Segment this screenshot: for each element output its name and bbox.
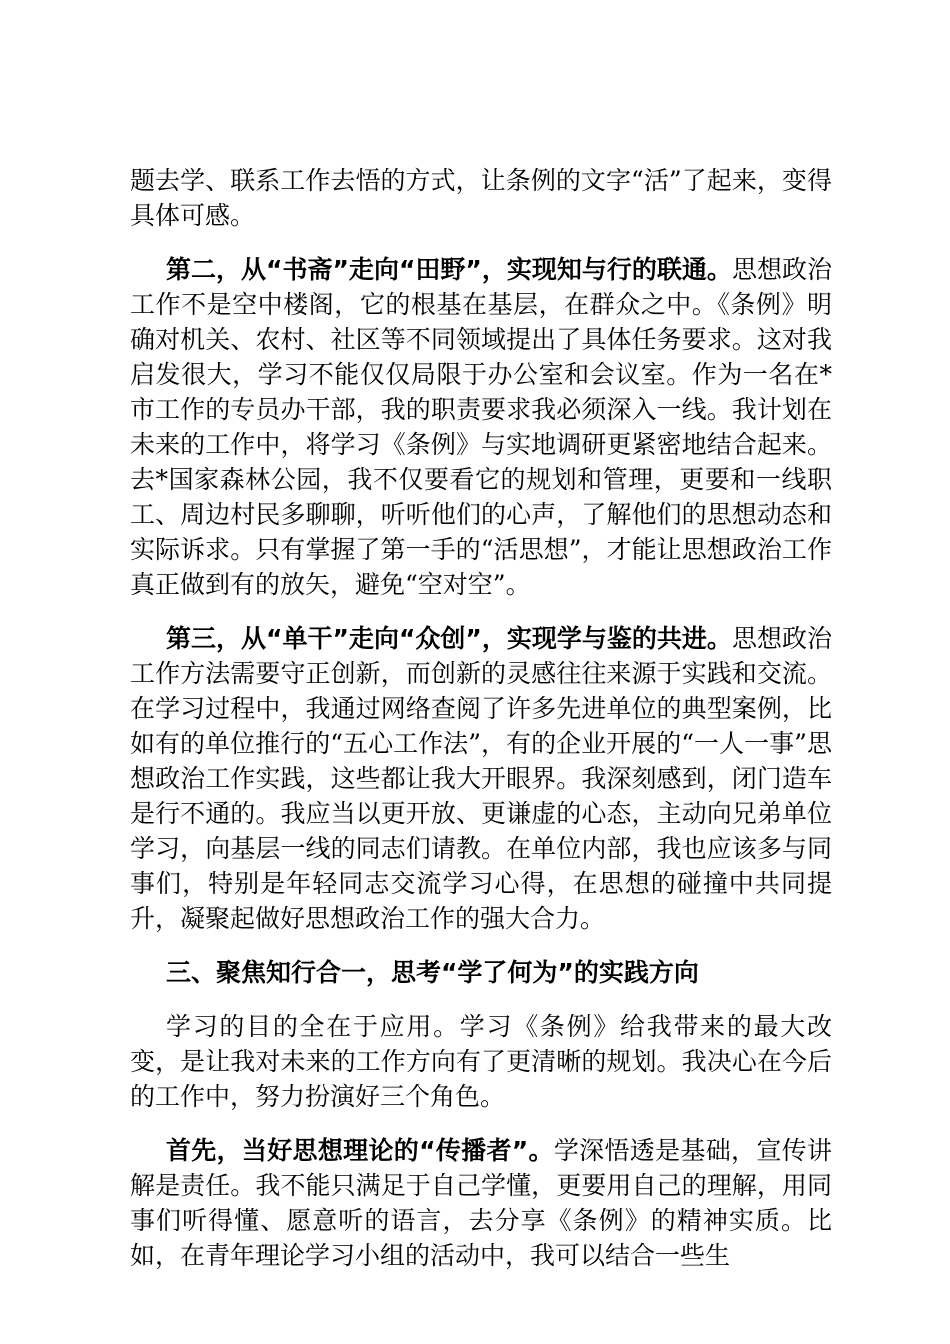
paragraph-lead: 第二，从“书斋”走向“田野”，实现知与行的联通。 [166,255,732,284]
paragraph-text: 思想政治工作不是空中楼阁，它的根基在基层，在群众之中。《条例》明确对机关、农村、社区等不同领域提出了具体任务要求。这对我启发很大，学习不能仅仅局限于办公室和会议室。作为一名在*市工作的专员办干部，我的职责要求我必须深入一线。我计划在未来的工作中，将学习《条例》与实地调研更紧密地结合起来。去*国家森林公园，我不仅要看它的规划和管理，更要和一线职工、周边村民多聊聊，听听他们的心声，了解他们的思想动态和实际诉求。只有掌握了第一手的“活思想”，才能让思想政治工作真正做到有的放矢，避免“空对空”。 [130,255,832,599]
document-page [130,163,832,1292]
paragraph-intro [130,1009,832,1114]
paragraph-lead: 首先，当好思想理论的“传播者”。 [166,1136,554,1165]
paragraph-point-three [130,621,832,936]
paragraph-text: 思想政治工作方法需要守正创新，而创新的灵感往往来源于实践和交流。在学习过程中，我通过网络查阅了许多先进单位的典型案例，比如有的单位推行的“五心工作法”，有的企业开展的“一人一事”思想政治工作实践，这些都让我大开眼界。我深刻感到，闭门造车是行不通的。我应当以更开放、更谦虚的心态，主动向兄弟单位学习，向基层一线的同志们请教。在单位内部，我也应该多与同事们，特别是年轻同志交流学习心得，在思想的碰撞中共同提升，凝聚起做好思想政治工作的强大合力。 [130,624,832,933]
paragraph-text: 学深悟透是基础，宣传讲解是责任。我不能只满足于自己学懂，更要用自己的理解，用同事们听得懂、愿意听的语言，去分享《条例》的精神实质。比如，在青年理论学习小组的活动中，我可以结合一些生 [130,1136,832,1270]
paragraph-text: 学习的目的全在于应用。学习《条例》给我带来的最大改变，是让我对未来的工作方向有了更清晰的规划。我决心在今后的工作中，努力扮演好三个角色。 [130,1012,832,1111]
paragraph-point-two [130,252,832,602]
paragraph-text: 题去学、联系工作去悟的方式，让条例的文字“活”了起来，变得具体可感。 [130,166,832,230]
paragraph-lead: 第三，从“单干”走向“众创”，实现学与鉴的共进。 [166,624,732,653]
paragraph-continuation [130,163,832,233]
paragraph-role-one [130,1133,832,1273]
section-heading: 三、聚焦知行合一，思考“学了何为”的实践方向 [166,958,699,987]
